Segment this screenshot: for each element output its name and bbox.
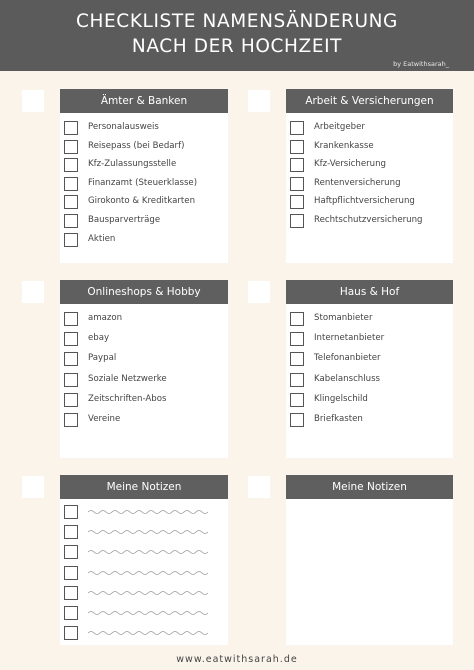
section-checkbox-online[interactable] (22, 281, 44, 303)
checklist-item-label: Girokonto & Kreditkarten (88, 196, 196, 207)
checkbox[interactable] (64, 312, 78, 326)
checkbox[interactable] (64, 566, 78, 580)
checkbox[interactable] (290, 312, 304, 326)
checkbox[interactable] (64, 332, 78, 346)
checklist-item-label: Krankenkasse (314, 140, 374, 151)
writing-line[interactable] (88, 629, 210, 637)
card-title: Onlineshops & Hobby (60, 280, 228, 304)
section-checkbox-aemter[interactable] (22, 90, 44, 112)
checklist-item-label: Internetanbieter (314, 333, 385, 344)
card-title: Meine Notizen (60, 475, 228, 499)
checkbox[interactable] (64, 413, 78, 427)
checklist-item-label: Stomanbieter (314, 313, 373, 323)
page-header (0, 0, 474, 71)
checkbox[interactable] (64, 626, 78, 640)
checkbox[interactable] (290, 121, 304, 135)
checklist-item-label: Finanzamt (Steuerklasse) (88, 177, 198, 188)
checkbox[interactable] (64, 233, 78, 247)
footer-url[interactable]: www.eatwithsarah.de (176, 654, 298, 665)
checklist-item-label: Aktien (88, 233, 116, 244)
checklist-item-label: Arbeitgeber (314, 122, 365, 132)
checklist-item-label: ebay (88, 333, 110, 344)
checklist-item-label: Bausparverträge (88, 214, 161, 225)
checklist-item-label: Telefonanbieter (314, 353, 381, 364)
checkbox[interactable] (290, 413, 304, 427)
checklist-item-label: Kabelanschluss (314, 373, 381, 384)
checklist-item-label: Personalausweis (88, 122, 159, 132)
card-title: Ämter & Banken (60, 89, 228, 113)
checkbox[interactable] (290, 158, 304, 172)
checklist-item-label: Soziale Netzwerke (88, 373, 167, 384)
checkbox[interactable] (64, 373, 78, 387)
checkbox[interactable] (290, 332, 304, 346)
writing-line[interactable] (88, 589, 210, 597)
checkbox[interactable] (64, 525, 78, 539)
checkbox[interactable] (64, 177, 78, 191)
checklist-item-label: Briefkasten (314, 413, 363, 424)
card-haus-hof (286, 280, 453, 458)
card-title: Arbeit & Versicherungen (286, 89, 453, 113)
notes-area[interactable] (286, 499, 453, 645)
checkbox[interactable] (290, 177, 304, 191)
checklist-item-label: Reisepass (bei Bedarf) (88, 140, 185, 151)
card-notes-right (286, 475, 453, 645)
card-notes-left (60, 475, 228, 645)
writing-line[interactable] (88, 528, 210, 536)
checkbox[interactable] (64, 352, 78, 366)
checklist-item-label: Zeitschriften-Abos (88, 393, 167, 404)
checklist-item-label: Klingelschild (314, 393, 368, 404)
checkbox[interactable] (290, 195, 304, 209)
card-aemter-banken (60, 89, 228, 263)
checklist-item-label: Kfz-Versicherung (314, 159, 387, 170)
checklist-item-label: amazon (88, 313, 123, 323)
byline: by Eatwithsarah_ (393, 60, 449, 68)
section-checkbox-haus[interactable] (248, 281, 270, 303)
writing-line[interactable] (88, 508, 210, 516)
checkbox[interactable] (290, 352, 304, 366)
section-checkbox-arbeit[interactable] (248, 90, 270, 112)
card-title: Meine Notizen (286, 475, 453, 499)
writing-line[interactable] (88, 609, 210, 617)
checkbox[interactable] (64, 195, 78, 209)
checkbox[interactable] (290, 140, 304, 154)
checkbox[interactable] (64, 606, 78, 620)
checklist-item-label: Kfz-Zulassungsstelle (88, 159, 177, 170)
checkbox[interactable] (290, 373, 304, 387)
section-checkbox-notes-left[interactable] (22, 476, 44, 498)
checkbox[interactable] (64, 505, 78, 519)
checkbox[interactable] (290, 393, 304, 407)
checkbox[interactable] (290, 214, 304, 228)
checklist-item-label: Paypal (88, 353, 117, 364)
checkbox[interactable] (64, 121, 78, 135)
checklist-item-label: Rechtschutzversicherung (314, 214, 423, 225)
checkbox[interactable] (64, 214, 78, 228)
writing-line[interactable] (88, 569, 210, 577)
writing-line[interactable] (88, 548, 210, 556)
card-title: Haus & Hof (286, 280, 453, 304)
checklist-item-label: Rentenversicherung (314, 177, 401, 188)
checkbox[interactable] (64, 158, 78, 172)
checkbox[interactable] (64, 586, 78, 600)
checklist-item-label: Vereine (88, 413, 121, 424)
page-title-line-2: NACH DER HOCHZEIT (131, 36, 343, 57)
card-onlineshops-hobby (60, 280, 228, 458)
section-checkbox-notes-right[interactable] (248, 476, 270, 498)
checkbox[interactable] (64, 393, 78, 407)
checkbox[interactable] (64, 140, 78, 154)
card-arbeit-versicherungen (286, 89, 453, 263)
page-title-line-1: CHECKLISTE NAMENSÄNDERUNG (75, 11, 398, 32)
checkbox[interactable] (64, 545, 78, 559)
checklist-item-label: Haftpflichtversicherung (314, 196, 415, 207)
